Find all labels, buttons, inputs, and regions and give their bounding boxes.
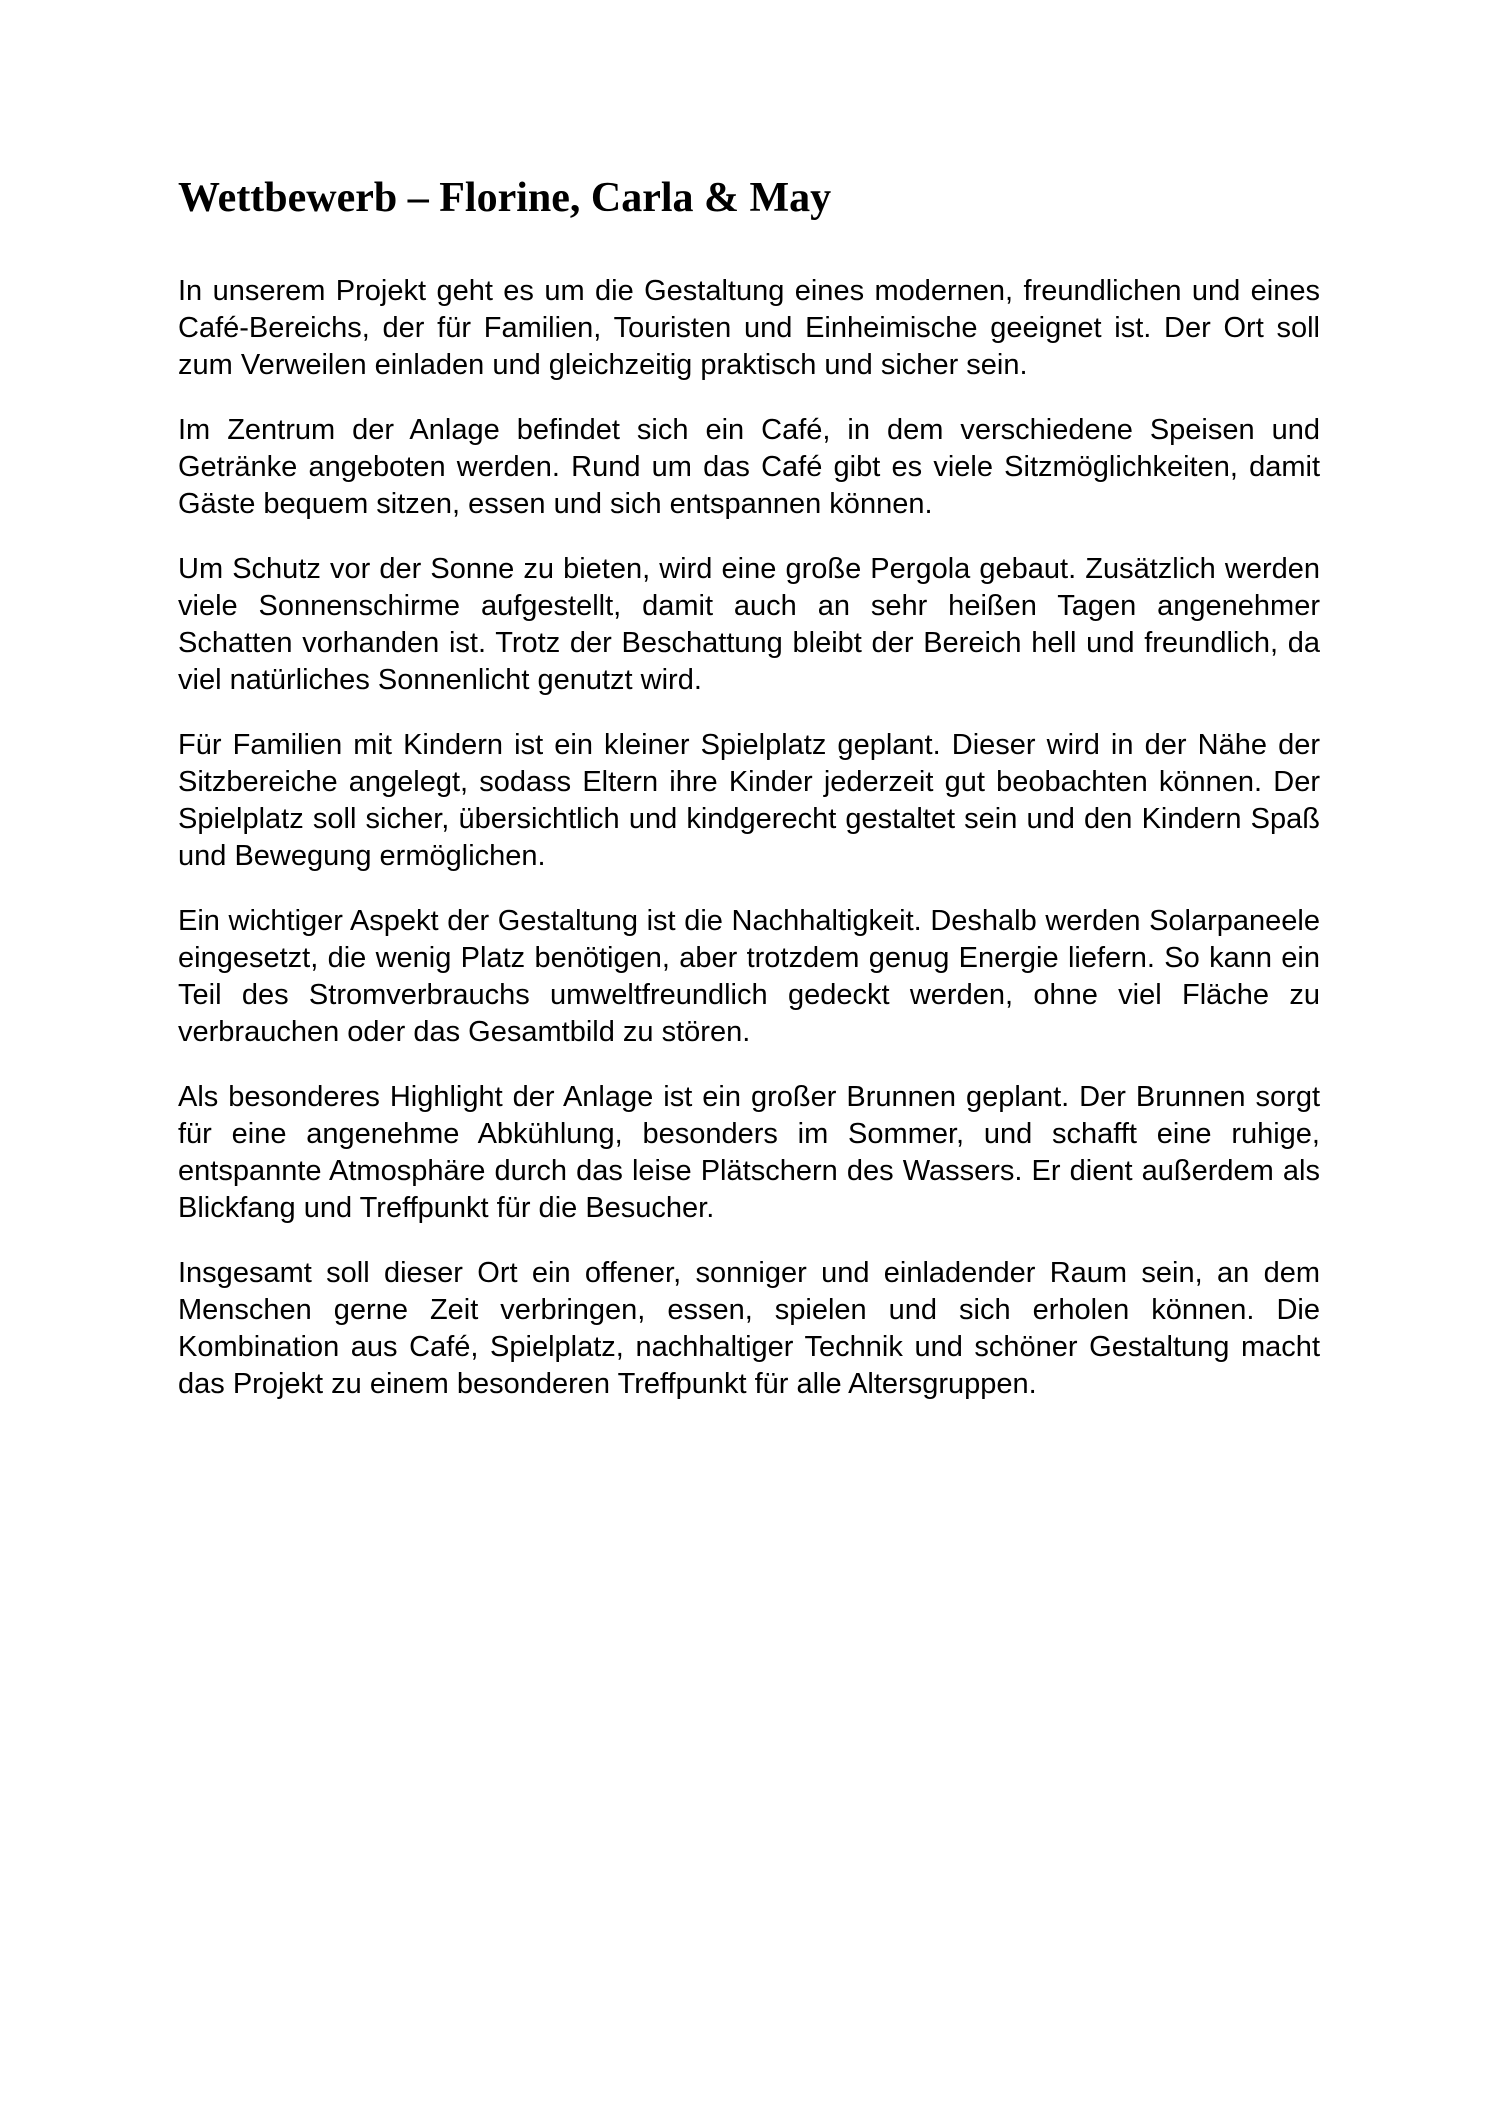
page-title: Wettbewerb – Florine, Carla & May: [178, 175, 832, 221]
paragraph-fazit: Insgesamt soll dieser Ort ein offener, sonniger und einladender Raum sein, an dem Menschen gerne Zeit verbringen, essen, spielen und sich erholen können. Die Kombination aus Café, Spielplatz, nachhaltiger Technik und schöner Gestaltung macht das Projekt zu einem besonderen Treffpunkt für alle Altersgruppen.: [178, 1256, 1320, 1400]
paragraph-cafe: Im Zentrum der Anlage befindet sich ein Café, in dem verschiedene Speisen und Getränke angeboten werden. Rund um das Café gibt es viele Sitzmöglichkeiten, damit Gäste bequem sitzen, essen und sich entspannen können.: [178, 413, 1320, 520]
paragraph-nachhaltigkeit: Ein wichtiger Aspekt der Gestaltung ist die Nachhaltigkeit. Deshalb werden Solarpaneele eingesetzt, die wenig Platz benötigen, aber trotzdem genug Energie liefern. So kann ein Teil des Stromverbrauchs umweltfreundlich gedeckt werden, ohne viel Fläche zu verbrauchen oder das Gesamtbild zu stören.: [178, 904, 1320, 1048]
paragraph-pergola: Um Schutz vor der Sonne zu bieten, wird eine große Pergola gebaut. Zusätzlich werden viele Sonnenschirme aufgestellt, damit auch an sehr heißen Tagen angenehmer Schatten vorhanden ist. Trotz der Beschattung bleibt der Bereich hell und freundlich, da viel natürliches Sonnenlicht genutzt wird.: [178, 552, 1320, 696]
paragraph-brunnen: Als besonderes Highlight der Anlage ist ein großer Brunnen geplant. Der Brunnen sorgt für eine angenehme Abkühlung, besonders im Sommer, und schafft eine ruhige, entspannte Atmosphäre durch das leise Plätschern des Wassers. Er dient außerdem als Blickfang und Treffpunkt für die Besucher.: [178, 1080, 1320, 1224]
paragraph-intro: In unserem Projekt geht es um die Gestaltung eines modernen, freundlichen und eines Café-Bereichs, der für Familien, Touristen und Einheimische geeignet ist. Der Ort soll zum Verweilen einladen und gleichzeitig praktisch und sicher sein.: [178, 274, 1320, 381]
paragraph-spielplatz: Für Familien mit Kindern ist ein kleiner Spielplatz geplant. Dieser wird in der Nähe der Sitzbereiche angelegt, sodass Eltern ihre Kinder jederzeit gut beobachten können. Der Spielplatz soll sicher, übersichtlich und kindgerecht gestaltet sein und den Kindern Spaß und Bewegung ermöglichen.: [178, 728, 1320, 872]
